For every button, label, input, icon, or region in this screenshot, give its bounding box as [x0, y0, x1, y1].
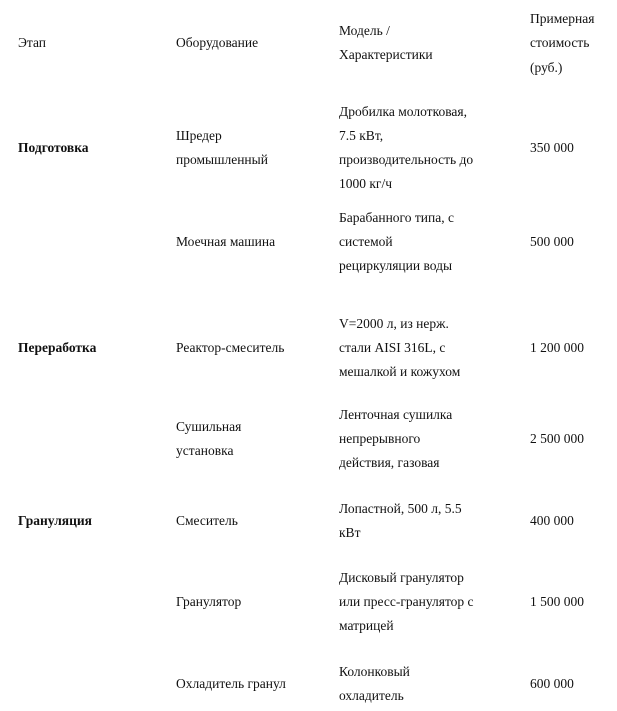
equipment-cell: промышленный: [176, 152, 268, 167]
spec-cell: V=2000 л, из нерж.: [339, 316, 449, 331]
header-model-line2: Характеристики: [339, 47, 433, 62]
cost-cell: 1 200 000: [530, 340, 584, 355]
cost-cell: 2 500 000: [530, 431, 584, 446]
spec-cell: Дробилка молотковая,: [339, 104, 467, 119]
cost-cell: 350 000: [530, 140, 574, 155]
spec-cell: рециркуляции воды: [339, 258, 453, 273]
equipment-cell: Охладитель гранул: [176, 676, 286, 691]
spec-cell: действия, газовая: [339, 455, 440, 470]
stage-cell: Грануляция: [18, 513, 92, 528]
header-cost-line3: (руб.): [530, 60, 563, 75]
header-cost-line1: Примерная: [530, 11, 595, 26]
spec-cell: стали AISI 316L, с: [339, 340, 446, 355]
stage-cell: Переработка: [18, 340, 97, 355]
spec-cell: матрицей: [339, 618, 394, 633]
spec-cell: кВт: [339, 525, 361, 540]
spec-cell: охладитель: [339, 688, 404, 703]
cost-cell: 500 000: [530, 234, 574, 249]
spec-cell: непрерывного: [339, 431, 421, 446]
equipment-cell: Шредер: [176, 128, 222, 143]
cost-cell: 400 000: [530, 513, 574, 528]
equipment-cell: установка: [176, 443, 234, 458]
cost-cell: 600 000: [530, 676, 574, 691]
equipment-cell: Сушильная: [176, 419, 242, 434]
header-stage: Этап: [18, 35, 47, 50]
stage-cell: Подготовка: [18, 140, 89, 155]
spec-cell: Лопастной, 500 л, 5.5: [339, 501, 462, 516]
spec-cell: производительность до: [339, 152, 474, 167]
equipment-cell: Реактор-смеситель: [176, 340, 285, 355]
spec-cell: 1000 кг/ч: [339, 176, 393, 191]
cost-cell: 1 500 000: [530, 594, 584, 609]
spec-cell: или пресс-гранулятор с: [339, 594, 474, 609]
equipment-cell: Гранулятор: [176, 594, 242, 609]
header-equipment: Оборудование: [176, 35, 259, 50]
spec-cell: Ленточная сушилка: [339, 407, 453, 422]
spec-cell: 7.5 кВт,: [339, 128, 384, 143]
equipment-cell: Моечная машина: [176, 234, 276, 249]
header-model-line1: Модель /: [339, 23, 390, 38]
spec-cell: мешалкой и кожухом: [339, 364, 461, 379]
spec-cell: системой: [339, 234, 393, 249]
spec-cell: Колонковый: [339, 664, 410, 679]
header-cost-line2: стоимость: [530, 35, 590, 50]
spec-cell: Барабанного типа, с: [339, 210, 454, 225]
equipment-cell: Смеситель: [176, 513, 238, 528]
spec-cell: Дисковый гранулятор: [339, 570, 464, 585]
